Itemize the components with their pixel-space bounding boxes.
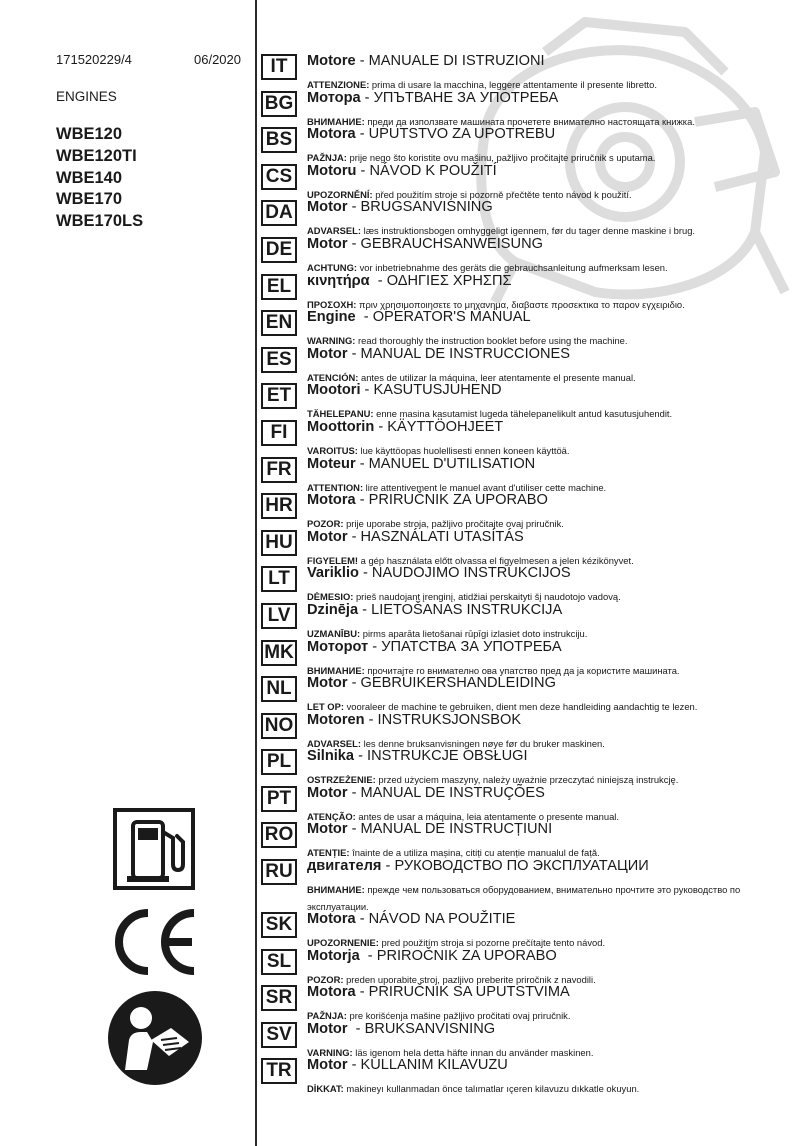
manual-name: MANUAL DE INSTRUCCIONES (360, 345, 570, 362)
manual-name: ΟΔΗΓΙΕΣ ΧΡΗΣΠΣ (386, 272, 512, 289)
warning-body: lue käyttöopas huolellisesti ennen koneen käyttöä. (357, 444, 570, 456)
engine-word: Motoru (307, 162, 357, 179)
title-separator: - (358, 601, 372, 618)
engine-word: Motor (307, 821, 348, 838)
language-row-et (261, 381, 806, 418)
warning-label: POZOR: (307, 973, 344, 985)
warning-label: LET OP: (307, 701, 344, 713)
read-manual-icon (107, 990, 203, 1086)
manual-title (307, 858, 649, 874)
manual-name: PRIROČNIK ZA UPORABO (376, 947, 557, 964)
title-separator: - (358, 565, 372, 582)
title-separator: - (355, 455, 369, 472)
model-list (56, 124, 143, 233)
warning-label: ADVARSEL: (307, 225, 361, 237)
language-code: PT (261, 786, 297, 812)
publication-date: 06/2020 (194, 52, 241, 67)
manual-title (307, 639, 562, 655)
manual-title (307, 90, 558, 106)
title-separator: - (369, 272, 387, 289)
warning-text (307, 1080, 787, 1097)
language-code: SK (261, 912, 297, 938)
engine-word: Motora (307, 126, 356, 143)
model-name: WBE140 (56, 168, 123, 187)
language-row-de (261, 235, 806, 272)
warning-label: ΠΡΟΣΟΧΗ: (307, 298, 357, 310)
title-separator: - (359, 947, 377, 964)
language-code: NL (261, 676, 297, 702)
engine-word: Motora (307, 911, 356, 928)
title-separator: - (360, 382, 374, 399)
warning-body: lire attentivement le manuel avant d'utiliser cette machine. (363, 481, 607, 493)
engine-word: Motor (307, 235, 348, 252)
model-name: WBE120TI (56, 146, 137, 165)
manual-title (307, 346, 570, 362)
manual-title (307, 675, 556, 691)
manual-title (307, 456, 535, 472)
manual-name: MANUEL D'UTILISATION (368, 455, 536, 472)
warning-body: antes de usar a máquina, leia atentamente o presente manual. (355, 810, 619, 822)
engine-word: Motor (307, 1057, 348, 1074)
warning-body: prije uporabe stroja, pažljivo pročitajte ovaj priručnik. (343, 518, 564, 530)
manual-title (307, 419, 503, 435)
manual-name: NÁVOD NA POUŽITIE (368, 911, 516, 928)
manual-title (307, 984, 570, 1000)
language-code: DA (261, 200, 297, 226)
warning-body: vooraleer de machine te gebruiken, dient men deze handleiding aandachtig te lezen. (343, 701, 698, 713)
engine-word: Motorja (307, 947, 360, 964)
manual-title (307, 1057, 508, 1073)
warning-label: VAROITUS: (307, 444, 358, 456)
title-separator: - (364, 711, 378, 728)
title-separator: - (347, 1057, 361, 1074)
warning-body: prima di usare la macchina, leggere attentamente il presente libretto. (369, 79, 657, 90)
title-separator: - (347, 528, 361, 545)
warning-label: ATTENZIONE: (307, 79, 370, 90)
manual-title (307, 565, 571, 581)
language-code: SV (261, 1022, 297, 1048)
fuel-pump-icon (113, 808, 195, 890)
engine-word: Мотора (307, 89, 361, 106)
manual-name: GEBRUIKERSHANDLEIDING (360, 675, 556, 692)
language-row-ru (261, 857, 806, 913)
warning-label: ATTENTION: (307, 481, 364, 493)
language-code: RU (261, 859, 297, 885)
manual-name: PRIRUČNIK SA UPUTSTVIMA (368, 984, 570, 1001)
warning-body: pirms aparāta lietošanai rūpīgi izlasiet doto instrukciju. (360, 627, 588, 639)
language-code: IT (261, 54, 297, 80)
warning-body: прочитајте го внимателно ова упатство пред да ја користите машината. (364, 664, 680, 676)
language-row-fr (261, 455, 806, 492)
title-separator: - (355, 126, 369, 143)
engine-word: Motor (307, 1020, 348, 1037)
engine-word: Moottorin (307, 418, 375, 435)
manual-name: PRIRUČNIK ZA UPORABO (368, 492, 548, 509)
manual-name: MANUAL DE INSTRUÇÕES (360, 784, 545, 801)
warning-label: DĖMESIO: (307, 591, 354, 603)
title-separator: - (374, 418, 388, 435)
warning-body: læs instruktionsbogen omhyggeligt igennem, før du tager denne maskine i brug. (361, 225, 696, 237)
warning-label: UPOZORNENIE: (307, 937, 379, 949)
manual-name: УПЪТВАНЕ ЗА УПОТРЕБА (373, 89, 559, 106)
language-code: ES (261, 347, 297, 373)
manual-title (307, 712, 521, 728)
language-row-fi (261, 418, 806, 455)
manual-title (307, 382, 502, 398)
language-code: HU (261, 530, 297, 556)
engine-word: Motor (307, 675, 348, 692)
language-code: EL (261, 274, 297, 300)
manual-title (307, 1021, 495, 1037)
language-row-es (261, 345, 806, 382)
engine-word: Motor (307, 528, 348, 545)
warning-label: ATENÇÃO: (307, 810, 356, 822)
language-code: RO (261, 822, 297, 848)
warning-label: ВНИМАНИЕ: (307, 884, 365, 896)
language-row-bg (261, 89, 806, 126)
language-row-ro (261, 820, 806, 857)
language-row-bs (261, 125, 806, 162)
warning-body: pre korišćenja mašine pažljivo pročitati ovaj priručnik. (346, 1010, 571, 1022)
language-code: FR (261, 457, 297, 483)
language-list (261, 52, 806, 1093)
warning-label: POZOR: (307, 518, 344, 530)
warning-label: UZMANĪBU: (307, 627, 361, 639)
engine-word: двигателя (307, 858, 382, 875)
warning-body: před použitím stroje si pozorně přečtěte tento návod k použití. (372, 188, 632, 200)
warning-label: ATENCIÓN: (307, 371, 359, 383)
language-row-el (261, 272, 806, 309)
language-row-tr (261, 1056, 806, 1093)
engine-word: Dzinēja (307, 601, 359, 618)
manual-title (307, 309, 531, 325)
language-row-lt (261, 564, 806, 601)
warning-body: przed użyciem maszyny, należy uważnie przeczytać niniejszą instrukcję. (375, 774, 679, 786)
engine-word: Моторот (307, 638, 369, 655)
language-row-pt (261, 784, 806, 821)
language-row-it (261, 52, 806, 89)
title-separator: - (368, 638, 382, 655)
manual-name: INSTRUKCJE OBSŁUGI (367, 748, 528, 765)
manual-title (307, 53, 545, 69)
language-code: LT (261, 566, 297, 592)
language-row-da (261, 198, 806, 235)
model-name: WBE170LS (56, 212, 144, 231)
language-code: SL (261, 949, 297, 975)
language-code: CS (261, 164, 297, 190)
language-code: NO (261, 713, 297, 739)
warning-label: FIGYELEM! (307, 554, 359, 566)
manual-name: MANUAL DE INSTRUCȚIUNI (360, 821, 553, 838)
manual-name: MANUALE DI ISTRUZIONI (368, 53, 545, 69)
warning-body: makineyı kullanmadan önce talımatlar ıçeren kilavuzu dıkkatle okuyun. (343, 1083, 640, 1095)
manual-name: BRUGSANVISNING (360, 199, 493, 216)
language-row-no (261, 711, 806, 748)
manual-name: GEBRAUCHSANWEISUNG (360, 235, 543, 252)
engine-word: Motor (307, 345, 348, 362)
manual-name: BRUKSANVISNING (364, 1020, 496, 1037)
title-separator: - (355, 984, 369, 1001)
ce-mark-icon (108, 905, 200, 979)
language-row-hu (261, 528, 806, 565)
warning-label: WARNING: (307, 335, 356, 347)
warning-body: prije nego što koristite ovu mašinu, pažljivo pročitajte priručnik s uputama. (346, 152, 656, 164)
manual-name: KASUTUSJUHEND (373, 382, 502, 399)
title-separator: - (354, 748, 368, 765)
document-meta (56, 52, 241, 67)
engine-word: Engine (307, 309, 356, 326)
title-separator: - (347, 345, 361, 362)
manual-title (307, 948, 557, 964)
warning-body: преди да използвате машината прочетете внимателно настоящата книжка. (364, 115, 695, 127)
language-code: FI (261, 420, 297, 446)
left-column (0, 0, 255, 1146)
language-row-sk (261, 910, 806, 947)
manual-name: LIETOŠANAS INSTRUKCIJA (371, 601, 563, 618)
title-separator: - (355, 911, 369, 928)
model-name: WBE120 (56, 125, 123, 143)
warning-body: a gép használata előtt olvassa el figyelmesen a jelen kézikönyvet. (358, 554, 634, 566)
manual-name: УПАТСТВА ЗА УПОТРЕБА (381, 638, 562, 655)
warning-label: ATENȚIE: (307, 847, 350, 859)
manual-name: UPUTSTVO ZA UPOTREBU (368, 126, 556, 143)
language-row-nl (261, 674, 806, 711)
engine-word: Motor (307, 784, 348, 801)
warning-label: DİKKAT: (307, 1083, 344, 1095)
language-code: ET (261, 383, 297, 409)
warning-label: ADVARSEL: (307, 737, 361, 749)
title-separator: - (347, 821, 361, 838)
manual-title (307, 602, 562, 618)
warning-body: pred použitím stroja si pozorne prečítajte tento návod. (378, 937, 606, 949)
manual-name: KÄYTTÖOHJEET (387, 418, 504, 435)
language-code: BS (261, 127, 297, 153)
title-separator: - (347, 1020, 365, 1037)
warning-body: les denne bruksanvisningen nøye før du bruker maskinen. (361, 737, 605, 749)
language-code: LV (261, 603, 297, 629)
engine-word: Motora (307, 984, 356, 1001)
language-code: PL (261, 749, 297, 775)
manual-title (307, 236, 543, 252)
engine-word: Motor (307, 199, 348, 216)
column-divider (255, 0, 257, 1146)
manual-title (307, 911, 515, 927)
language-row-sr (261, 983, 806, 1020)
title-separator: - (347, 235, 361, 252)
warning-label: PAŽNJA: (307, 1010, 347, 1022)
language-row-mk (261, 638, 806, 675)
engine-word: Motora (307, 492, 356, 509)
language-row-sv (261, 1020, 806, 1057)
warning-body: antes de utilizar la máquina, leer atentamente el presente manual. (358, 371, 636, 383)
engine-word: Mootori (307, 382, 361, 399)
engine-word: Silnika (307, 748, 355, 765)
language-code: HR (261, 493, 297, 519)
warning-body: прежде чем пользоваться оборудованием, внимательно прочтите это руководство по эксплуатации. (307, 884, 741, 913)
manual-title (307, 785, 545, 801)
language-code: EN (261, 310, 297, 336)
warning-label: ACHTUNG: (307, 261, 357, 273)
title-separator: - (381, 858, 395, 875)
warning-body: läs igenom hela detta häfte innan du använder maskinen. (352, 1046, 594, 1058)
engine-word: Variklio (307, 565, 359, 582)
part-number: 171520229/4 (56, 52, 132, 67)
title-separator: - (355, 53, 369, 69)
warning-body: πριν χρησιμοποιησετε το μηχανημα, διαβαστε προσεκτικα το παρον εγχειριδιο. (356, 298, 685, 310)
warning-body: enne masina kasutamist lugeda tähelepanelikult antud kasutusjuhendit. (373, 408, 673, 420)
manual-name: HASZNÁLATI UTASÍTÁS (360, 528, 524, 545)
warning-label: ВНИМАНИЕ: (307, 115, 365, 127)
language-row-lv (261, 601, 806, 638)
manual-name: РУКОВОДСТВО ПО ЭКСПЛУАТАЦИИ (394, 858, 649, 875)
title-separator: - (347, 675, 361, 692)
language-row-sl (261, 947, 806, 984)
warning-body: read thoroughly the instruction booklet before using the machine. (355, 335, 628, 347)
manual-name: OPERATOR'S MANUAL (372, 309, 531, 326)
language-code: DE (261, 237, 297, 263)
manual-name: KULLANIM KILAVUZU (360, 1057, 508, 1074)
warning-body: înainte de a utiliza mașina, citiți cu atenție manualul de față. (349, 847, 600, 859)
engine-word: Moteur (307, 455, 356, 472)
warning-label: ВНИМАНИЕ: (307, 664, 365, 676)
engine-word: κινητήρα (307, 272, 370, 289)
manual-title (307, 199, 493, 215)
title-separator: - (347, 784, 361, 801)
warning-label: UPOZORNĚNÍ: (307, 188, 373, 200)
manual-name: INSTRUKSJONSBOK (377, 711, 522, 728)
manual-title (307, 748, 528, 764)
manual-name: NÁVOD K POUŽITÍ (369, 162, 497, 179)
language-code: TR (261, 1058, 297, 1084)
manual-title (307, 529, 524, 545)
language-row-pl (261, 747, 806, 784)
title-separator: - (356, 162, 370, 179)
language-code: SR (261, 985, 297, 1011)
title-separator: - (355, 309, 373, 326)
warning-label: VARNING: (307, 1046, 353, 1058)
model-name: WBE170 (56, 190, 123, 209)
language-code: BG (261, 91, 297, 117)
warning-body: prieš naudojant įrenginį, atidžiai perskaityti šį naudotojo vadovą. (353, 591, 621, 603)
language-row-en (261, 308, 806, 345)
language-row-cs (261, 162, 806, 199)
warning-label: OSTRZEŻENIE: (307, 774, 376, 786)
manual-name: NAUDOJIMO INSTRUKCIJOS (371, 565, 571, 582)
manual-title (307, 273, 512, 289)
title-separator: - (347, 199, 361, 216)
warning-label: PAŽNJA: (307, 152, 347, 164)
language-row-hr (261, 491, 806, 528)
warning-body: preden uporabite stroj, pazljivo preberite priročnik z navodili. (343, 973, 596, 985)
title-separator: - (355, 492, 369, 509)
engine-word: Motoren (307, 711, 365, 728)
warning-body: vor inbetriebnahme des geräts die gebrauchsanleitung aufmerksam lesen. (357, 261, 668, 273)
title-separator: - (360, 89, 374, 106)
language-code: MK (261, 640, 297, 666)
manual-title (307, 163, 497, 179)
manual-title (307, 492, 548, 508)
manual-title (307, 126, 555, 142)
warning-label: TÄHELEPANU: (307, 408, 374, 420)
engine-word: Motore (307, 53, 356, 69)
manual-title (307, 821, 552, 837)
category-label: ENGINES (56, 89, 117, 104)
